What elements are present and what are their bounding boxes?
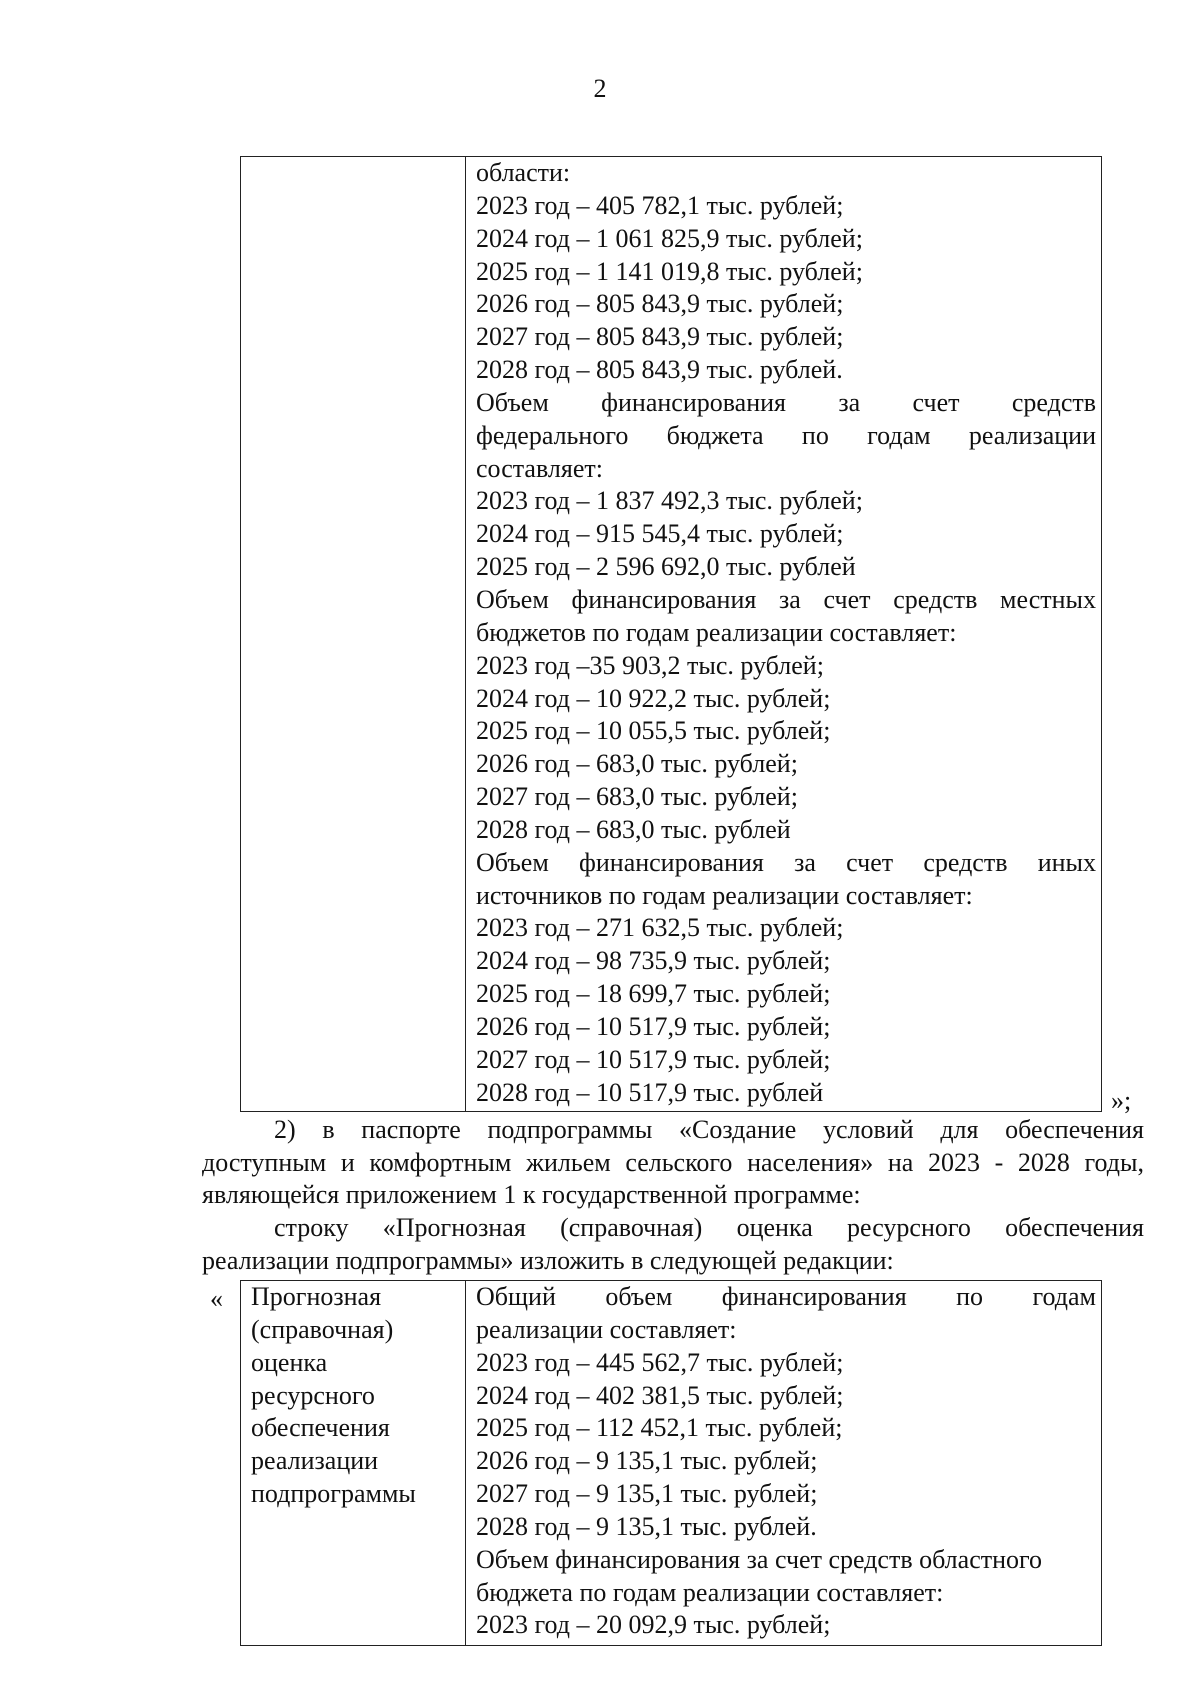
label-line: обеспечения [251, 1413, 390, 1443]
cell-line: Объем финансирования за счет средств иных [476, 847, 1096, 877]
cell-line: 2023 год – 20 092,9 тыс. рублей; [476, 1610, 831, 1640]
cell-line: 2028 год – 683,0 тыс. рублей [476, 814, 791, 844]
cell-line: 2024 год – 98 735,9 тыс. рублей; [476, 946, 831, 976]
label-line: Прогнозная [251, 1282, 382, 1311]
closing-quote: »; [1111, 1086, 1132, 1115]
cell-line: составляет: [476, 453, 603, 483]
column-divider [465, 1281, 466, 1645]
cell-line: реализации составляет: [476, 1314, 737, 1344]
cell-line: 2028 год – 805 843,9 тыс. рублей. [476, 355, 843, 385]
cell-line: 2025 год – 10 055,5 тыс. рублей; [476, 716, 831, 746]
paragraph-line: 2) в паспорте подпрограммы «Создание условий для обеспечения [274, 1115, 1144, 1144]
cell-line: 2023 год – 405 782,1 тыс. рублей; [476, 190, 844, 220]
funding-cell [476, 157, 1096, 1109]
cell-line: 2023 год – 1 837 492,3 тыс. рублей; [476, 486, 863, 516]
opening-quote: « [210, 1284, 223, 1313]
paragraph-line: строку «Прогнозная (справочная) оценка ресурсного обеспечения [274, 1213, 1144, 1242]
cell-line: бюджета по годам реализации составляет: [476, 1577, 944, 1607]
cell-line: федерального бюджета по годам реализации [476, 420, 1096, 450]
page-number: 2 [593, 74, 607, 103]
cell-line: Объем финансирования за счет средств [476, 387, 1096, 417]
cell-line: области: [476, 158, 571, 187]
cell-line: 2027 год – 10 517,9 тыс. рублей; [476, 1044, 831, 1074]
paragraph-line: являющейся приложением 1 к государственной программе: [202, 1180, 861, 1209]
resource-table [240, 1280, 1102, 1646]
cell-line: Объем финансирования за счет средств местных [476, 584, 1096, 614]
label-line: ресурсного [251, 1380, 375, 1410]
paragraph-subprogram-passport [202, 1114, 1144, 1212]
cell-line: 2024 год – 10 922,2 тыс. рублей; [476, 683, 831, 713]
paragraph-row-instruction [202, 1212, 1144, 1277]
cell-line: 2024 год – 1 061 825,9 тыс. рублей; [476, 223, 863, 253]
cell-line: 2028 год – 9 135,1 тыс. рублей. [476, 1511, 817, 1541]
cell-line: 2027 год – 683,0 тыс. рублей; [476, 782, 798, 812]
cell-line: 2026 год – 805 843,9 тыс. рублей; [476, 289, 844, 319]
cell-line: 2028 год – 10 517,9 тыс. рублей [476, 1077, 824, 1107]
paragraph-line: реализации подпрограммы» изложить в следующей редакции: [202, 1245, 894, 1275]
cell-line: бюджетов по годам реализации составляет: [476, 617, 957, 647]
cell-line: Объем финансирования за счет средств областного [476, 1544, 1043, 1574]
cell-line: 2026 год – 683,0 тыс. рублей; [476, 749, 798, 779]
cell-line: 2027 год – 805 843,9 тыс. рублей; [476, 322, 844, 352]
cell-line: 2026 год – 10 517,9 тыс. рублей; [476, 1011, 831, 1041]
cell-line: источников по годам реализации составляет: [476, 880, 973, 910]
cell-line: 2026 год – 9 135,1 тыс. рублей; [476, 1446, 818, 1476]
cell-line: 2023 год – 445 562,7 тыс. рублей; [476, 1347, 844, 1377]
label-line: оценка [251, 1347, 328, 1377]
cell-line: 2027 год – 9 135,1 тыс. рублей; [476, 1479, 818, 1509]
paragraph-line: доступным и комфортным жильем сельского населения» на 2023 - 2028 годы, [202, 1147, 1144, 1177]
cell-line: 2025 год – 112 452,1 тыс. рублей; [476, 1413, 843, 1443]
label-line: (справочная) [251, 1314, 394, 1344]
cell-line: Общий объем финансирования по годам [476, 1282, 1096, 1311]
cell-line: 2024 год – 915 545,4 тыс. рублей; [476, 519, 844, 549]
column-divider [465, 157, 466, 1111]
cell-line: 2024 год – 402 381,5 тыс. рублей; [476, 1380, 844, 1410]
cell-line: 2023 год –35 903,2 тыс. рублей; [476, 650, 824, 680]
funding-table-continuation [240, 156, 1102, 1112]
row-label-cell [251, 1281, 456, 1511]
cell-line: 2023 год – 271 632,5 тыс. рублей; [476, 913, 844, 943]
label-line: реализации [251, 1446, 379, 1476]
label-line: подпрограммы [251, 1479, 416, 1509]
funding-cell [476, 1281, 1096, 1642]
cell-line: 2025 год – 2 596 692,0 тыс. рублей [476, 552, 856, 582]
cell-line: 2025 год – 18 699,7 тыс. рублей; [476, 979, 831, 1009]
cell-line: 2025 год – 1 141 019,8 тыс. рублей; [476, 256, 863, 286]
